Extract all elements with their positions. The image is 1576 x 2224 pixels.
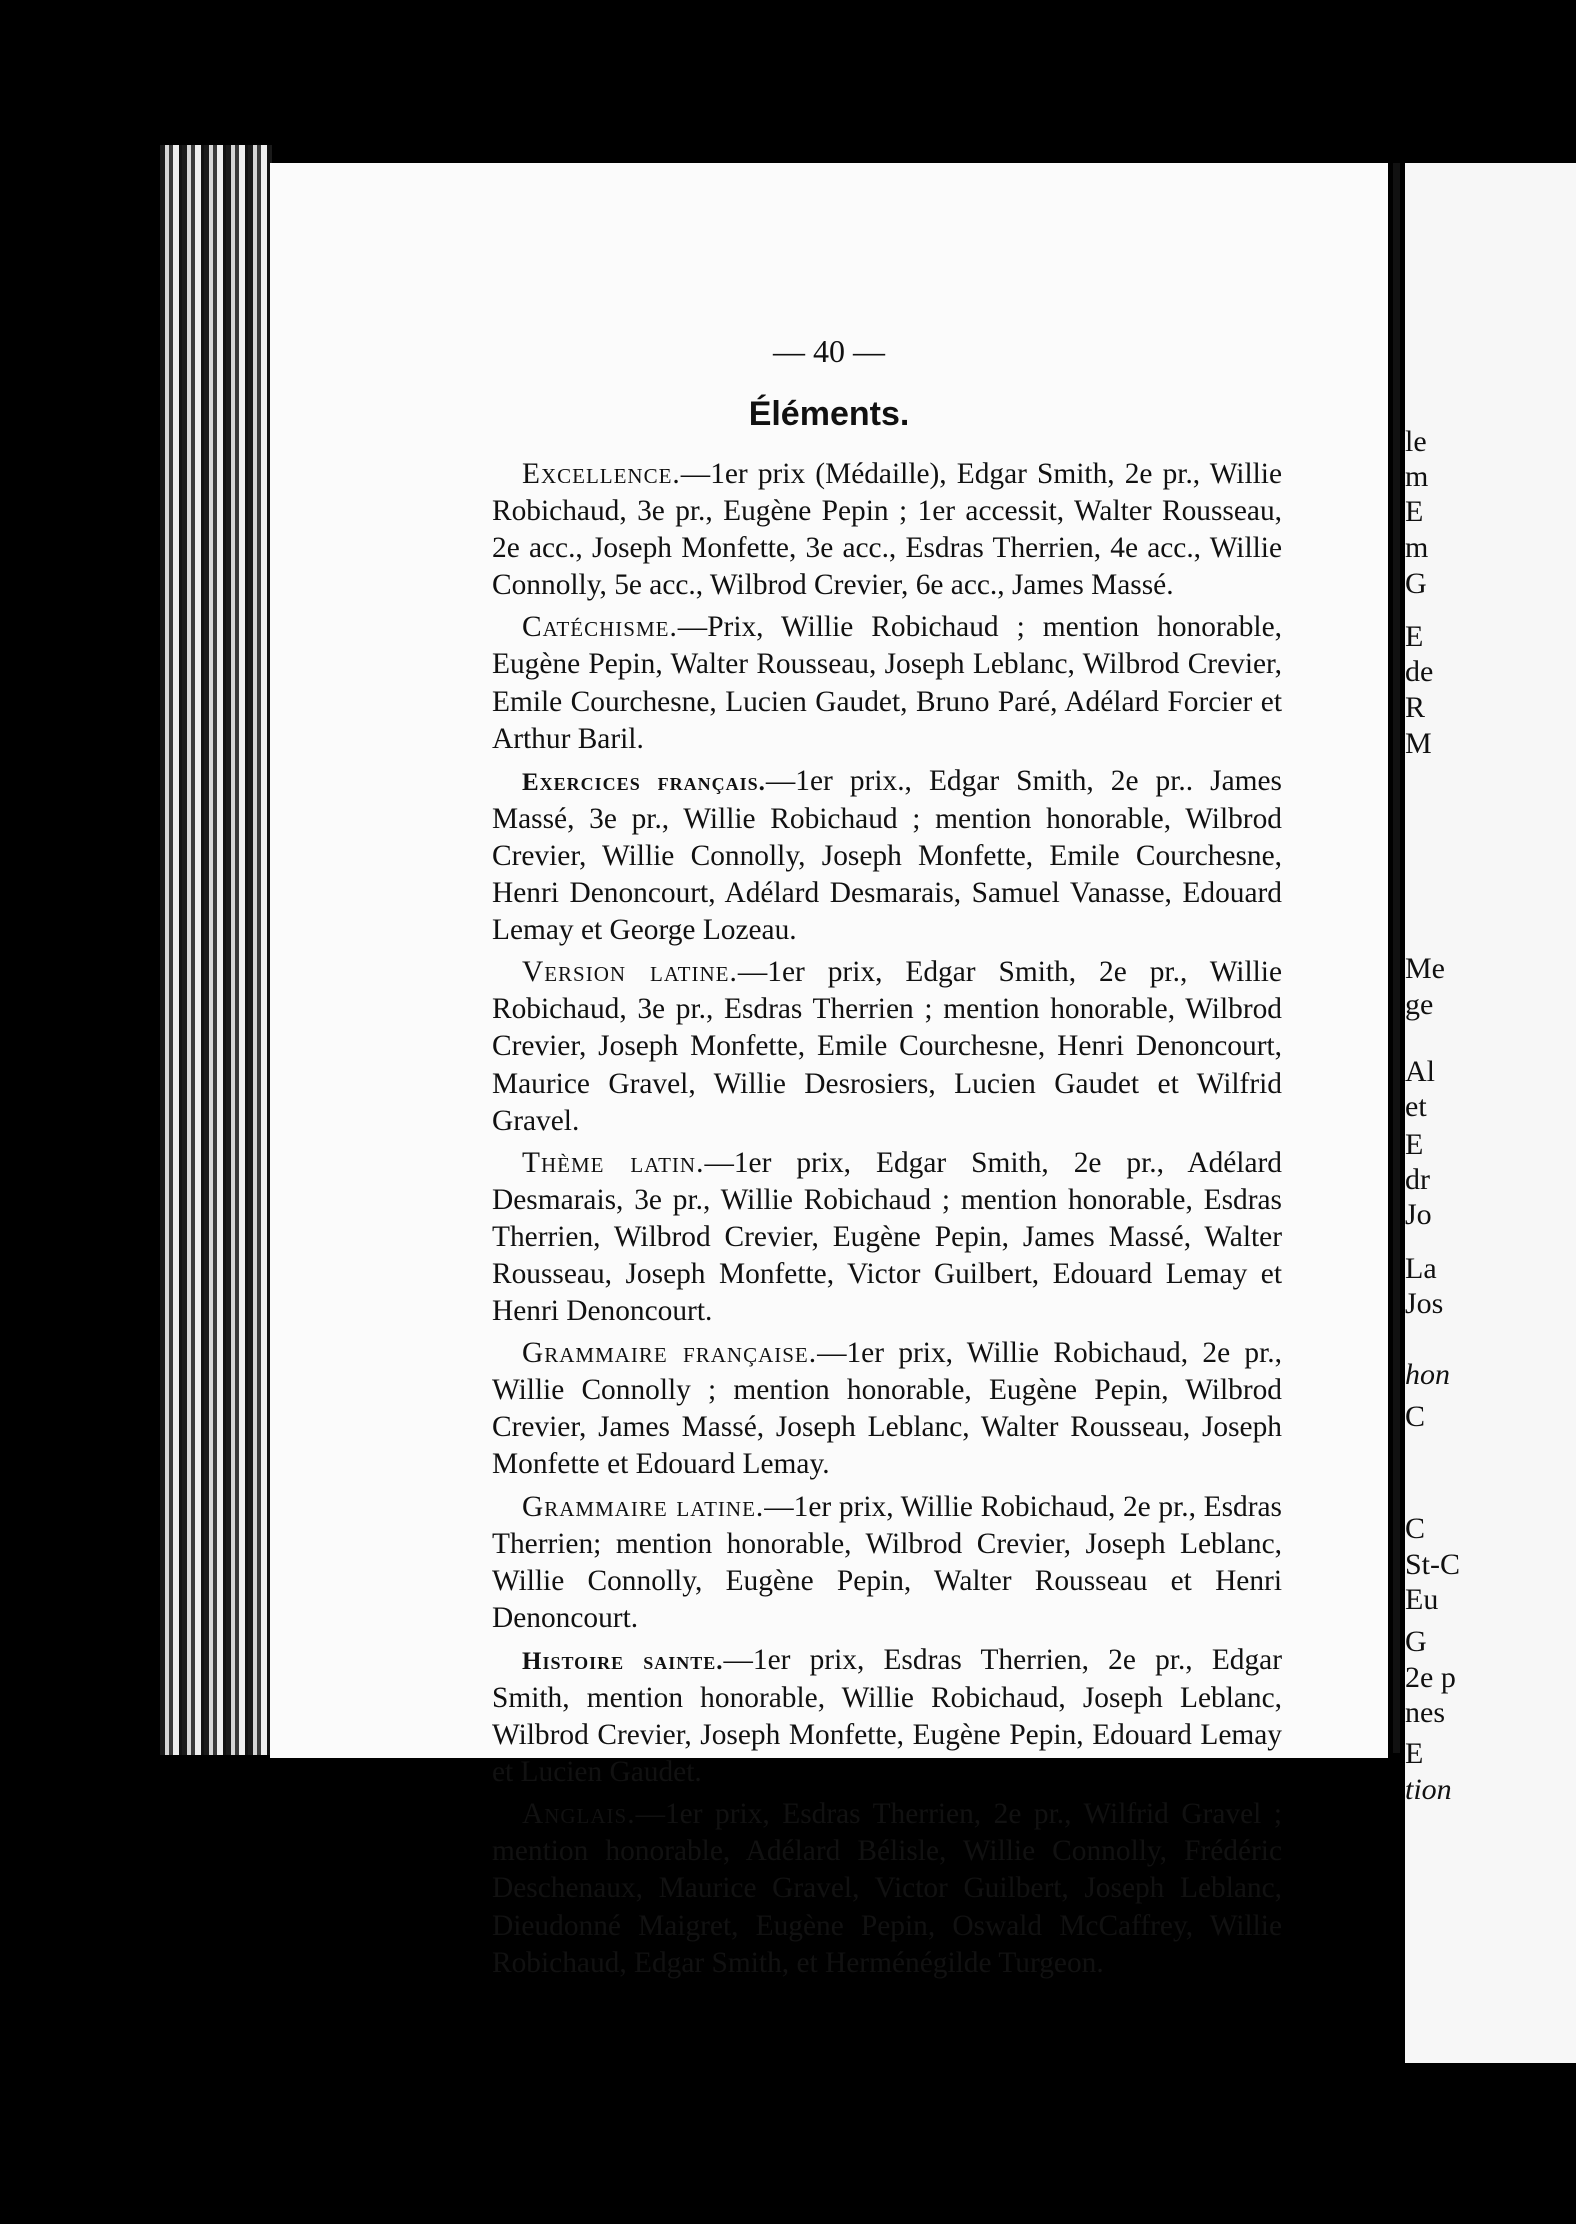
facing-fragment: E xyxy=(1405,495,1424,528)
facing-fragment: m xyxy=(1405,531,1429,564)
facing-fragment: nes xyxy=(1405,1696,1445,1729)
facing-fragment: St-C xyxy=(1405,1548,1461,1581)
facing-fragment: G xyxy=(1405,1625,1427,1658)
paragraph-text: —1er prix, Willie Robichaud, 2e pr., Willie Connolly ; mention honorable, Eugène Pepin, Wilbrod Crevier, James Massé, Joseph Leblanc, Walter Rousseau, Joseph Monfette et Edouard Lemay. xyxy=(492,1337,1282,1481)
facing-fragment: E xyxy=(1405,620,1424,653)
paragraph-text: —1er prix (Médaille), Edgar Smith, 2e pr., Willie Robichaud, 3e pr., Eugène Pepin ; 1er accessit, Walter Rousseau, 2e acc., Joseph Monfette, 3e acc., Esdras Therrien, 4e acc., Willie Connolly, 5e acc., Wilbrod Crevier, 6e acc., James Massé. xyxy=(492,458,1282,602)
prize-paragraph-excellence xyxy=(492,456,1282,604)
book-page xyxy=(270,163,1388,1979)
facing-fragment: E xyxy=(1405,1737,1424,1770)
facing-fragment: Al xyxy=(1405,1055,1435,1088)
facing-page-edge xyxy=(1405,163,1576,2063)
prize-paragraph-grammaire-francaise xyxy=(492,1335,1282,1483)
facing-fragment: M xyxy=(1405,727,1432,760)
page-number: — 40 — xyxy=(773,333,885,369)
facing-fragment: de xyxy=(1405,655,1434,688)
paragraph-heading: Anglais. xyxy=(522,1798,636,1831)
paragraph-text: —1er prix, Esdras Therrien, 2e pr., Wilfrid Gravel ; mention honorable, Adélard Bélisle, Willie Connolly, Frédéric Deschenaux, Maurice Gravel, Victor Guilbert, Joseph Leblanc, Dieudonné Maigret, Eugène Pepin, Oswald McCaffrey, Willie Robichaud, Edgar Smith, et Herménégilde Turgeon. xyxy=(492,1798,1282,1979)
paragraph-text: —Prix, Willie Robichaud ; mention honorable, Eugène Pepin, Walter Rousseau, Joseph Leblanc, Wilbrod Crevier, Emile Courchesne, Lucien Gaudet, Bruno Paré, Adélard Forcier et Arthur Baril. xyxy=(492,611,1282,755)
facing-fragment: ge xyxy=(1405,988,1434,1021)
facing-fragment: C xyxy=(1405,1512,1426,1545)
prize-paragraph-grammaire-latine xyxy=(492,1489,1282,1637)
facing-fragment: hon xyxy=(1405,1358,1450,1391)
facing-fragment: et xyxy=(1405,1090,1427,1123)
prize-paragraph-histoire-sainte xyxy=(492,1642,1282,1791)
paragraph-text: —1er prix., Edgar Smith, 2e pr.. James Massé, 3e pr., Willie Robichaud ; mention honorable, Wilbrod Crevier, Willie Connolly, Joseph Monfette, Emile Courchesne, Henri Denoncourt, Adélard Desmarais, Samuel Vanasse, Edouard Lemay et George Lozeau. xyxy=(492,764,1282,947)
page-gutter xyxy=(1393,163,1400,1753)
facing-fragment: Me xyxy=(1405,952,1445,985)
paragraph-heading: Grammaire française. xyxy=(522,1337,818,1370)
paragraph-heading: Thème latin. xyxy=(522,1146,705,1179)
prize-list xyxy=(492,456,1282,1987)
facing-fragment: m xyxy=(1405,460,1429,493)
facing-fragment: G xyxy=(1405,567,1427,600)
section-title: Éléments. xyxy=(748,395,910,433)
paragraph-heading: Histoire sainte. xyxy=(522,1647,724,1675)
paragraph-heading: Grammaire latine. xyxy=(522,1490,765,1523)
facing-fragment: Jos xyxy=(1405,1287,1444,1320)
facing-fragment: dr xyxy=(1405,1163,1430,1196)
prize-paragraph-version-latine xyxy=(492,954,1282,1139)
paragraph-heading: Version latine. xyxy=(522,956,738,989)
prize-paragraph-exercices-francais xyxy=(492,763,1282,949)
facing-fragment: E xyxy=(1405,1128,1424,1161)
facing-fragment: le xyxy=(1405,425,1427,458)
facing-fragment: tion xyxy=(1405,1773,1452,1806)
paragraph-heading: Excellence. xyxy=(522,458,681,490)
paragraph-heading: Exercices français. xyxy=(522,768,766,796)
paragraph-text: —1er prix, Edgar Smith, 2e pr., Willie Robichaud, 3e pr., Esdras Therrien ; mention honorable, Wilbrod Crevier, Joseph Monfette, Emile Courchesne, Henri Denoncourt, Maurice Gravel, Willie Desrosiers, Lucien Gaudet et Wilfrid Gravel. xyxy=(492,956,1282,1137)
prize-paragraph-anglais xyxy=(492,1796,1282,1981)
facing-fragment: Eu xyxy=(1405,1583,1439,1616)
prize-paragraph-catechisme xyxy=(492,609,1282,757)
facing-fragment: C xyxy=(1405,1400,1426,1433)
facing-fragment: R xyxy=(1405,691,1426,724)
prize-paragraph-theme-latin xyxy=(492,1145,1282,1330)
paragraph-text: —1er prix, Willie Robichaud, 2e pr., Esdras Therrien; mention honorable, Wilbrod Crevier, Joseph Leblanc, Willie Connolly, Eugène Pepin, Walter Rousseau et Henri Denoncourt. xyxy=(492,1490,1282,1634)
facing-fragment: 2e p xyxy=(1405,1661,1456,1694)
paragraph-text: —1er prix, Esdras Therrien, 2e pr., Edgar Smith, mention honorable, Willie Robichaud, Joseph Leblanc, Wilbrod Crevier, Joseph Monfette, Eugène Pepin, Edouard Lemay et Lucien Gaudet. xyxy=(492,1643,1282,1789)
paragraph-heading: Catéchisme. xyxy=(522,611,678,644)
facing-fragment: La xyxy=(1405,1252,1437,1285)
book-binding-edge xyxy=(160,145,272,1755)
paragraph-text: —1er prix, Edgar Smith, 2e pr., Adélard Desmarais, 3e pr., Willie Robichaud ; mention honorable, Esdras Therrien, Wilbrod Crevier, Eugène Pepin, James Massé, Walter Rousseau, Joseph Monfette, Victor Guilbert, Edouard Lemay et Henri Denoncourt. xyxy=(492,1146,1282,1328)
facing-fragment: Jo xyxy=(1405,1198,1432,1231)
